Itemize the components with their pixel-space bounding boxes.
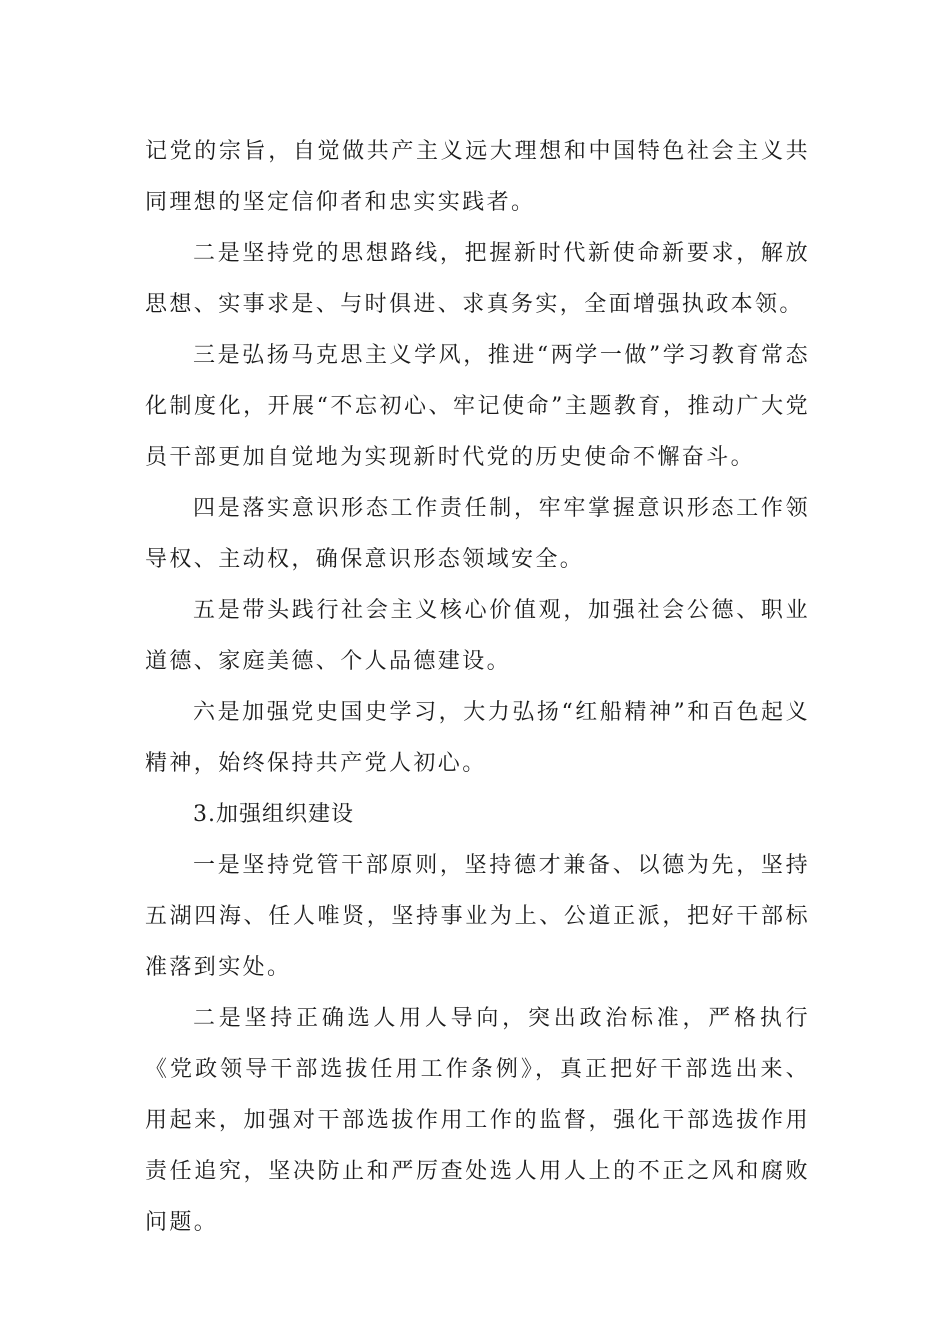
paragraph-item-6-party-history: 六是加强党史国史学习，大力弘扬“红船精神”和百色起义精神，始终保持共产党人初心。: [145, 700, 810, 776]
section-heading-organization: 3.加强组织建设: [193, 802, 354, 827]
document-body: [145, 126, 810, 1248]
paragraph-item-1-cadre-principle: 一是坚持党管干部原则，坚持德才兼备、以德为先，坚持五湖四海、任人唯贤，坚持事业为上、公道正派，把好干部标准落到实处。: [145, 853, 810, 980]
paragraph-item-2-selection: 二是坚持正确选人用人导向，突出政治标准，严格执行《党政领导干部选拔任用工作条例》，真正把好干部选出来、用起来，加强对干部选拔作用工作的监督，强化干部选拔作用责任追究，坚决防止和严厉查处选人用人上的不正之风和腐败问题。: [145, 1006, 810, 1235]
paragraph-item-5-core-values: 五是带头践行社会主义核心价值观，加强社会公德、职业道德、家庭美德、个人品德建设。: [145, 598, 810, 674]
paragraph-item-3-study-style: 三是弘扬马克思主义学风，推进“两学一做”学习教育常态化制度化，开展“不忘初心、牢记使命”主题教育，推动广大党员干部更加自觉地为实现新时代党的历史使命不懈奋斗。: [145, 343, 810, 470]
paragraph-continuation: 记党的宗旨，自觉做共产主义远大理想和中国特色社会主义共同理想的坚定信仰者和忠实实践者。: [145, 139, 810, 215]
paragraph-item-4-ideology: 四是落实意识形态工作责任制，牢牢掌握意识形态工作领导权、主动权，确保意识形态领域安全。: [145, 496, 810, 572]
paragraph-item-2-thought-line: 二是坚持党的思想路线，把握新时代新使命新要求，解放思想、实事求是、与时俱进、求真务实，全面增强执政本领。: [145, 241, 810, 317]
